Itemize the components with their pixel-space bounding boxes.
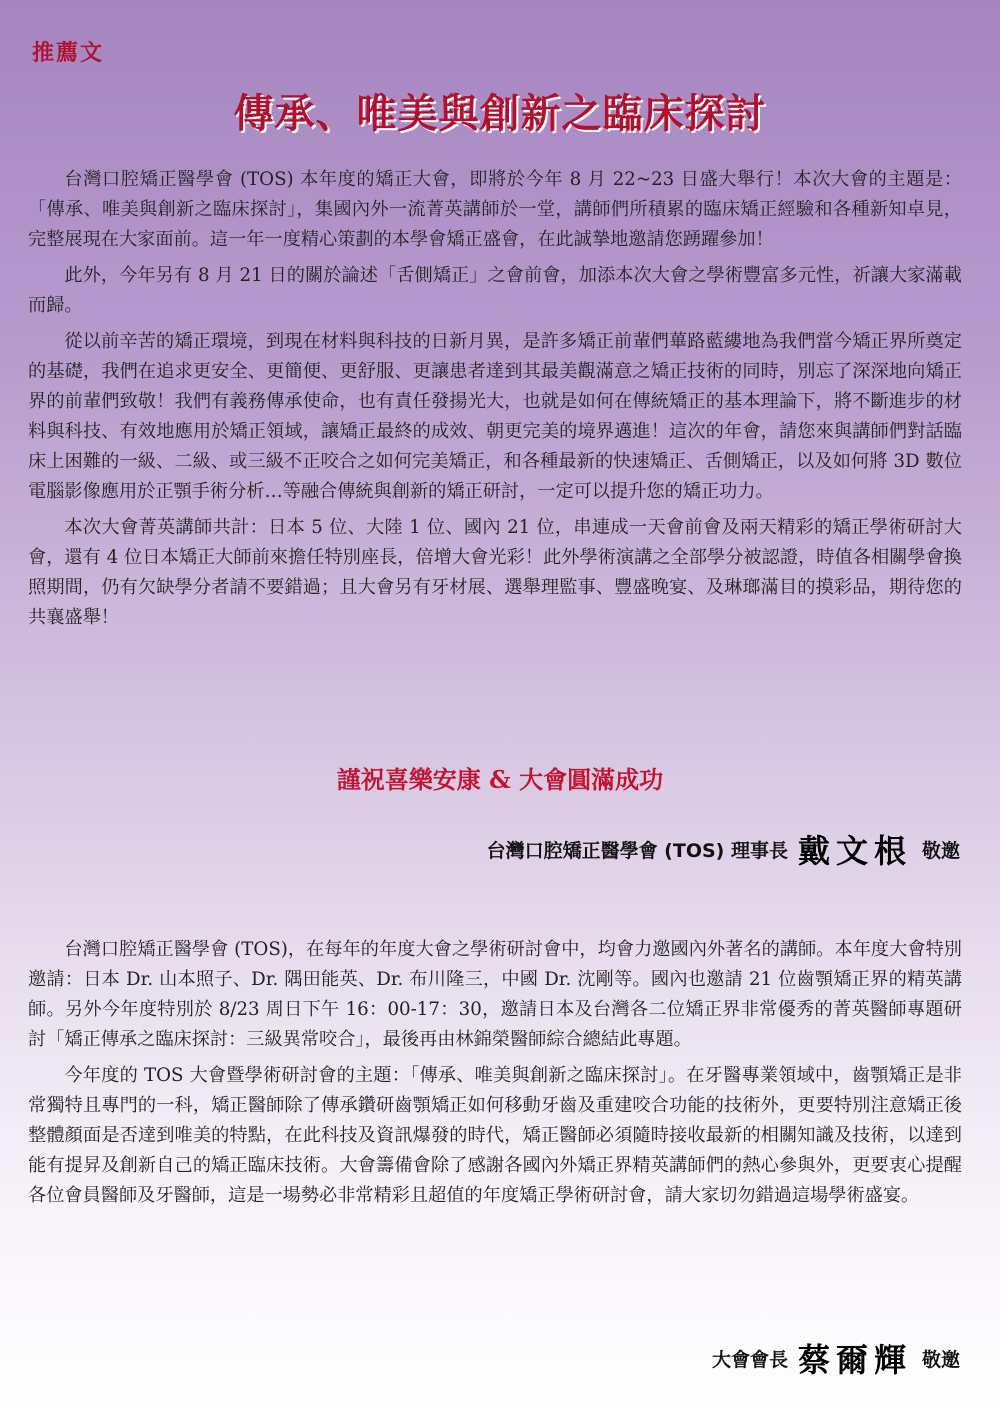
signature-closing: 敬邀 xyxy=(921,1348,960,1371)
page-title: 傳承、唯美與創新之臨床探討 xyxy=(233,91,767,137)
greeting-line: 謹祝喜樂安康 & 大會圓滿成功 xyxy=(336,765,664,794)
signature-chair xyxy=(712,1335,960,1381)
paragraph: 從以前辛苦的矯正環境，到現在材料與科技的日新月異，是許多矯正前輩們蓽路藍縷地為我們當今矯正界所奠定的基礎，我們在追求更安全、更簡便、更舒服、更讓患者達到其最美觀滿意之矯正技術的同時，別忘了深深地向矯正界的前輩們致敬！我們有義務傳承使命，也有責任發揚光大，也就是如何在傳統矯正的基本理論下，將不斷進步的材料與科技、有效地應用於矯正領域，讓矯正最終的成效、朝更完美的境界邁進！這次的年會，請您來與講師們對話臨床上困難的一級、二級、或三級不正咬合之如何完美矯正，和各種最新的快速矯正、舌側矯正，以及如何將 3D 數位電腦影像應用於正顎手術分析…等融合傳統與創新的矯正研討，一定可以提升您的矯正功力。 xyxy=(28,331,962,502)
signature-name: 蔡爾輝 xyxy=(797,1341,912,1379)
signature-closing: 敬邀 xyxy=(921,839,960,862)
signature-name: 戴文根 xyxy=(797,832,912,870)
signature-org: 大會會長 xyxy=(711,1348,788,1371)
paragraph: 此外，今年另有 8 月 21 日的關於論述「舌側矯正」之會前會，加添本次大會之學術豐富多元性，祈讓大家滿載而歸。 xyxy=(28,265,962,316)
letter-body-2 xyxy=(28,935,962,1217)
signature-org: 台灣口腔矯正醫學會 (TOS) 理事長 xyxy=(486,839,788,862)
section-tag: 推薦文 xyxy=(32,40,105,66)
paragraph: 台灣口腔矯正醫學會 (TOS)，在每年的年度大會之學術研討會中，均會力邀國內外著名的講師。本年度大會特別邀請：日本 Dr. 山本照子、Dr. 隅田能英、Dr. 布川隆三，中國 Dr. 沈剛等。國內也邀請 21 位齒顎矯正界的精英講師。另外今年度特別於 8/23 周日下午 16：00-17：30，邀請日本及台灣各二位矯正界非常優秀的菁英醫師專題研討「矯正傳承之臨床探討：三級異常咬合」，最後再由林錦榮醫師綜合總結此專題。 xyxy=(28,939,962,1050)
paragraph: 今年度的 TOS 大會暨學術研討會的主題：「傳承、唯美與創新之臨床探討」。在牙醫專業領域中，齒顎矯正是非常獨特且專門的一科，矯正醫師除了傳承鑽研齒顎矯正如何移動牙齒及重建咬合功能的技術外，更要特別注意矯正後整體顏面是否達到唯美的特點，在此科技及資訊爆發的時代，矯正醫師必須隨時接收最新的相關知識及技術，以達到能有提昇及創新自己的矯正臨床技術。大會籌備會除了感謝各國內外矯正界精英講師們的熱心參與外，更要衷心提醒各位會員醫師及牙醫師，這是一場勢必非常精彩且超值的年度矯正學術研討會，請大家切勿錯過這場學術盛宴。 xyxy=(28,1065,962,1206)
paragraph: 台灣口腔矯正醫學會 (TOS) 本年度的矯正大會，即將於今年 8 月 22~23 日盛大舉行！本次大會的主題是：「傳承、唯美與創新之臨床探討」，集國內外一流菁英講師於一堂，講師們所積累的臨床矯正經驗和各種新知卓見，完整展現在大家面前。這一年一度精心策劃的本學會矯正盛會，在此誠摯地邀請您踴躍參加！ xyxy=(28,169,962,250)
signature-president xyxy=(487,826,960,872)
letter-body-1 xyxy=(28,165,962,639)
paragraph: 本次大會菁英講師共計：日本 5 位、大陸 1 位、國內 21 位，串連成一天會前會及兩天精彩的矯正學術研討大會，還有 4 位日本矯正大師前來擔任特別座長，倍增大會光彩！此外學術演講之全部學分被認證，時值各相關學會換照期間，仍有欠缺學分者請不要錯過；且大會另有牙材展、選舉理監事、豐盛晚宴、及琳瑯滿目的摸彩品，期待您的共襄盛舉！ xyxy=(28,517,962,628)
